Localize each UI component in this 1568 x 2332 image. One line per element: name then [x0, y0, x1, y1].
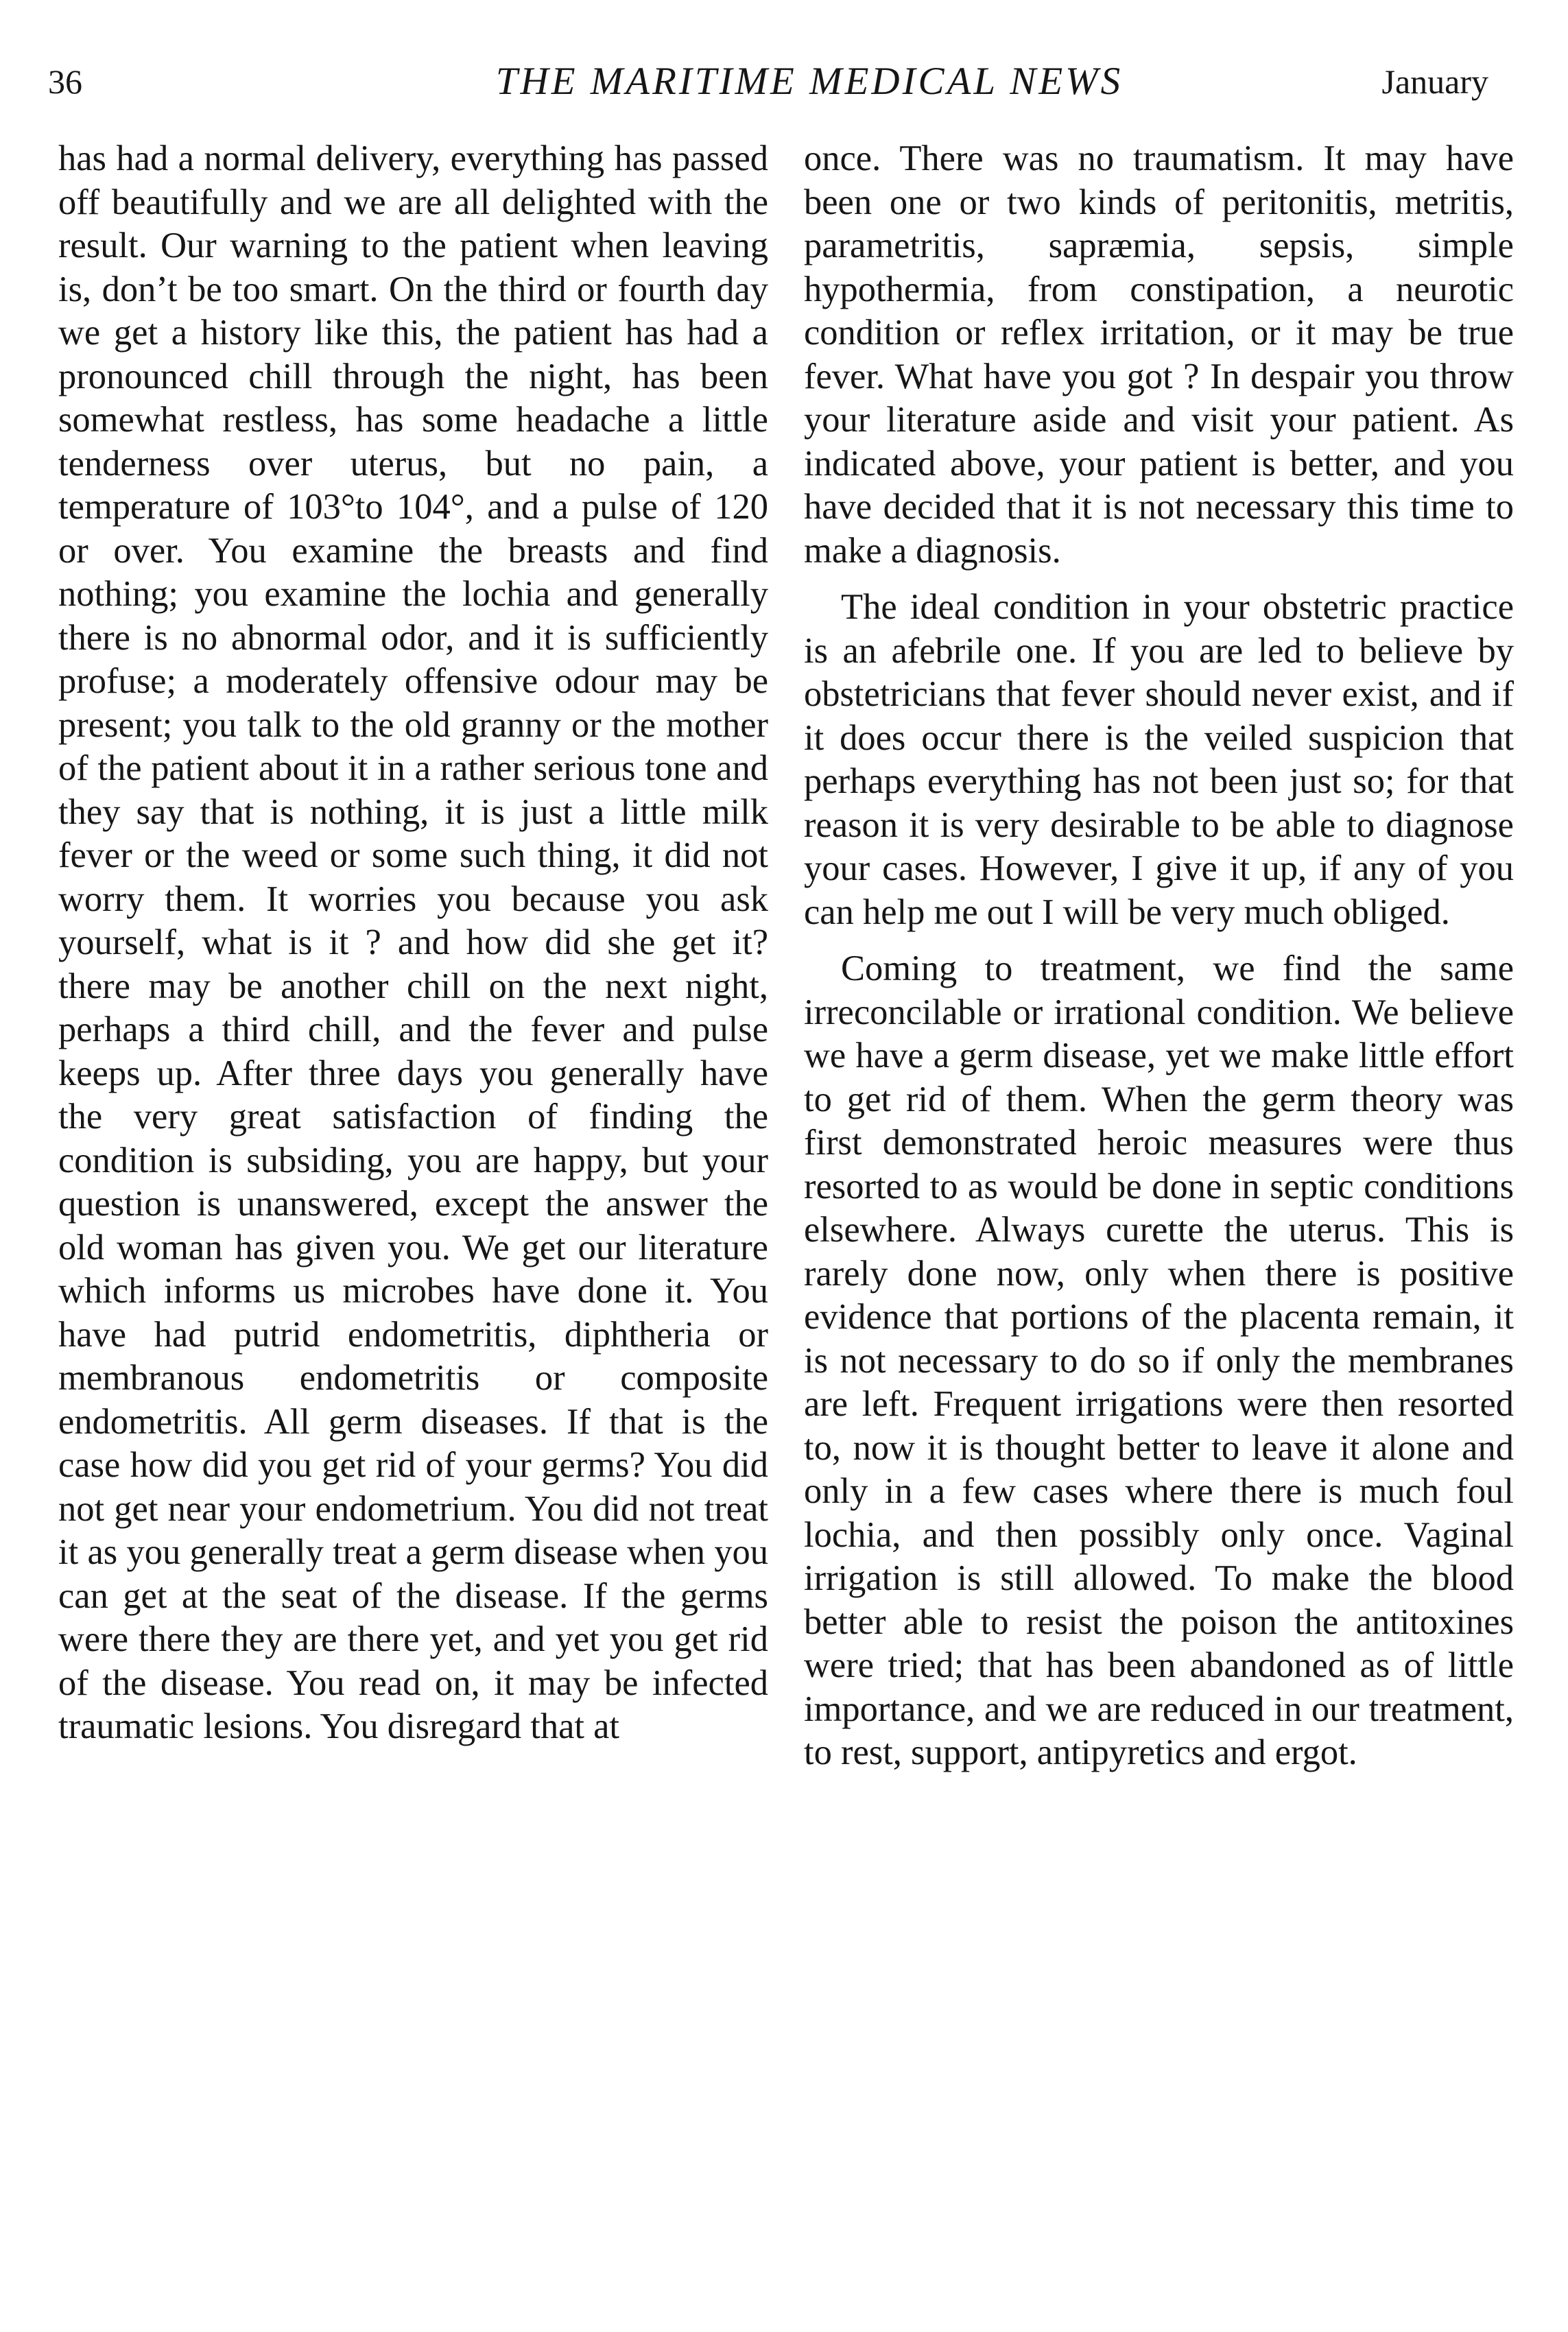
page-number: 36	[48, 62, 82, 101]
right-column	[804, 137, 1514, 1788]
running-head	[48, 58, 1488, 119]
right-paragraph-2: The ideal condition in your obstetric practice is an afebrile one. If you are led to believe by obstetricians that fever should never exist, and if it does occur there is the veiled suspicion that perhaps everything has not been just so; for that reason it is very desirable to be able to diagnose your cases. However, I give it up, if any of you can help me out I will be very much obliged.	[804, 587, 1514, 932]
left-column	[58, 137, 768, 1762]
left-paragraph-1: has had a normal delivery, everything has passed off beautifully and we are all delighted with the result. Our warning to the patient when leaving is, don’t be too smart. On the third or fourth day we get a history like this, the patient has had a pronounced chill through the night, has been somewhat restless, has some headache a little tenderness over uterus, but no pain, a temperature of 103°to 104°, and a pulse of 120 or over. You examine the breasts and find nothing; you examine the lochia and generally there is no abnormal odor, and it is sufficiently profuse; a moderately offensive odour may be present; you talk to the old granny or the mother of the patient about it in a rather serious tone and they say that is nothing, it is just a little milk fever or the weed or some such thing, it did not worry them. It worries you because you ask yourself, what is it ? and how did she get it? there may be another chill on the next night, perhaps a third chill, and the fever and pulse keeps up. After three days you generally have the very great satisfaction of finding the condition is subsiding, you are happy, but your question is unanswered, except the answer the old woman has given you. We get our literature which informs us microbes have done it. You have had putrid endometritis, diphtheria or membranous endometritis or composite endometritis. All germ diseases. If that is the case how did you get rid of your germs? You did not get near your endometrium. You did not treat it as you generally treat a germ disease when you can get at the seat of the disease. If the germs were there they are there yet, and yet you get rid of the disease. You read on, it may be infected traumatic lesions. You disregard that at	[58, 139, 768, 1746]
right-paragraph-3: Coming to treatment, we find the same irreconcilable or irrational condition. We believe we have a germ disease, yet we make little effort to get rid of them. When the germ theory was first demonstrated heroic measures were thus resorted to as would be done in septic conditions elsewhere. Always curette the uterus. This is rarely done now, only when there is positive evidence that portions of the placenta remain, it is not necessary to do so if only the membranes are left. Frequent irrigations were then resorted to, now it is thought better to leave it alone and only in a few cases where there is much foul lochia, and then possibly only once. Vaginal irrigation is still allowed. To make the blood better able to resist the poison the antitoxines were tried; that has been abandoned as of little importance, and we are reduced in our treatment, to rest, support, antipyretics and ergot.	[804, 949, 1514, 1772]
right-paragraph-1: once. There was no traumatism. It may have been one or two kinds of peritonitis, metritis, parametritis, sapræmia, sepsis, simple hypothermia, from constipation, a neurotic condition or reflex irritation, or it may be true fever. What have you got ? In despair you throw your literature aside and visit your patient. As indicated above, your patient is better, and you have decided that it is not necessary this time to make a diagnosis.	[804, 139, 1514, 571]
issue-month: January	[1381, 62, 1488, 101]
journal-title: THE MARITIME MEDICAL NEWS	[495, 60, 1124, 103]
